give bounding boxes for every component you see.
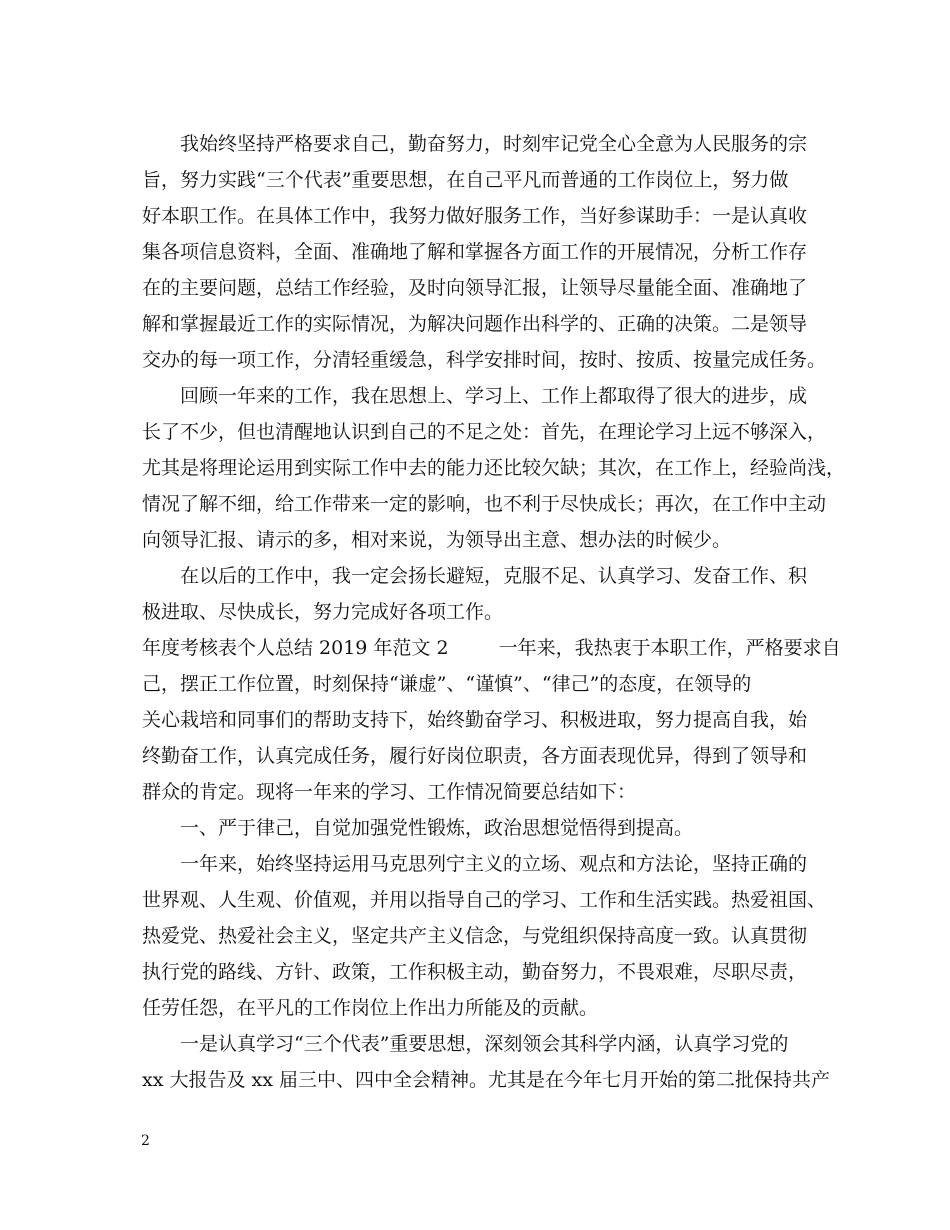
text-line: 旨，努力实践“三个代表”重要思想，在自己平凡而普通的工作岗位上，努力做: [142, 169, 789, 191]
section-first-text: 一年来，我热衷于本职工作，严格要求自: [498, 637, 841, 659]
text-line: 好本职工作。在具体工作中，我努力做好服务工作，当好参谋助手：一是认真收: [142, 205, 808, 227]
page-number: 2: [141, 1133, 150, 1149]
text-line: 集各项信息资料，全面、准确地了解和掌握各方面工作的开展情况，分析工作存: [142, 241, 808, 263]
text-line: xx 大报告及 xx 届三中、四中全会精神。尤其是在今年七月开始的第二批保持共产: [142, 1069, 830, 1091]
document-body: [142, 126, 846, 1098]
text-line: 一年来，始终坚持运用马克思列宁主义的立场、观点和方法论，坚持正确的: [180, 853, 808, 875]
text-line: 任劳任怨，在平凡的工作岗位上作出力所能及的贡献。: [142, 997, 599, 1019]
text-line: 己，摆正工作位置，时刻保持“谦虚”、“谨慎”、“律己”的态度，在领导的: [142, 673, 752, 695]
text-line: 世界观、人生观、价值观，并用以指导自己的学习、工作和生活实践。热爱祖国、: [142, 889, 827, 911]
text-line: 群众的肯定。现将一年来的学习、工作情况简要总结如下：: [142, 781, 637, 803]
subheading-line: 一、严于律己，自觉加强党性锻炼，政治思想觉悟得到提高。: [180, 817, 694, 839]
section-title: 年度考核表个人总结 2019 年范文 2: [142, 637, 449, 659]
text-line: 长了不少，但也清醒地认识到自己的不足之处：首先，在理论学习上远不够深入，: [142, 421, 827, 443]
text-line: 一是认真学习“三个代表”重要思想，深刻领会其科学内涵，认真学习党的: [180, 1033, 789, 1055]
text-line: 极进取、尽快成长，努力完成好各项工作。: [142, 601, 504, 623]
text-line: 回顾一年来的工作，我在思想上、学习上、工作上都取得了很大的进步，成: [180, 385, 808, 407]
text-line: 我始终坚持严格要求自己，勤奋努力，时刻牢记党全心全意为人民服务的宗: [180, 133, 808, 155]
text-line: 向领导汇报、请示的多，相对来说，为领导出主意、想办法的时候少。: [142, 529, 732, 551]
text-line: 关心栽培和同事们的帮助支持下，始终勤奋学习、积极进取，努力提高自我，始: [142, 709, 808, 731]
text-line: 情况了解不细，给工作带来一定的影响，也不利于尽快成长；再次，在工作中主动: [142, 493, 827, 515]
text-line: 执行党的路线、方针、政策，工作积极主动，勤奋努力，不畏艰难，尽职尽责，: [142, 961, 808, 983]
text-line: 解和掌握最近工作的实际情况，为解决问题作出科学的、正确的决策。二是领导: [142, 313, 808, 335]
text-line: 交办的每一项工作，分清轻重缓急，科学安排时间，按时、按质、按量完成任务。: [142, 349, 827, 371]
text-line: 在以后的工作中，我一定会扬长避短，克服不足、认真学习、发奋工作、积: [180, 565, 808, 587]
text-line: 终勤奋工作，认真完成任务，履行好岗位职责，各方面表现优异，得到了领导和: [142, 745, 808, 767]
section-heading-line: [142, 630, 841, 666]
text-line: 在的主要问题，总结工作经验，及时向领导汇报，让领导尽量能全面、准确地了: [142, 277, 808, 299]
text-line: 热爱党、热爱社会主义，坚定共产主义信念，与党组织保持高度一致。认真贯彻: [142, 925, 808, 947]
text-line: 尤其是将理论运用到实际工作中去的能力还比较欠缺；其次，在工作上，经验尚浅，: [142, 457, 846, 479]
